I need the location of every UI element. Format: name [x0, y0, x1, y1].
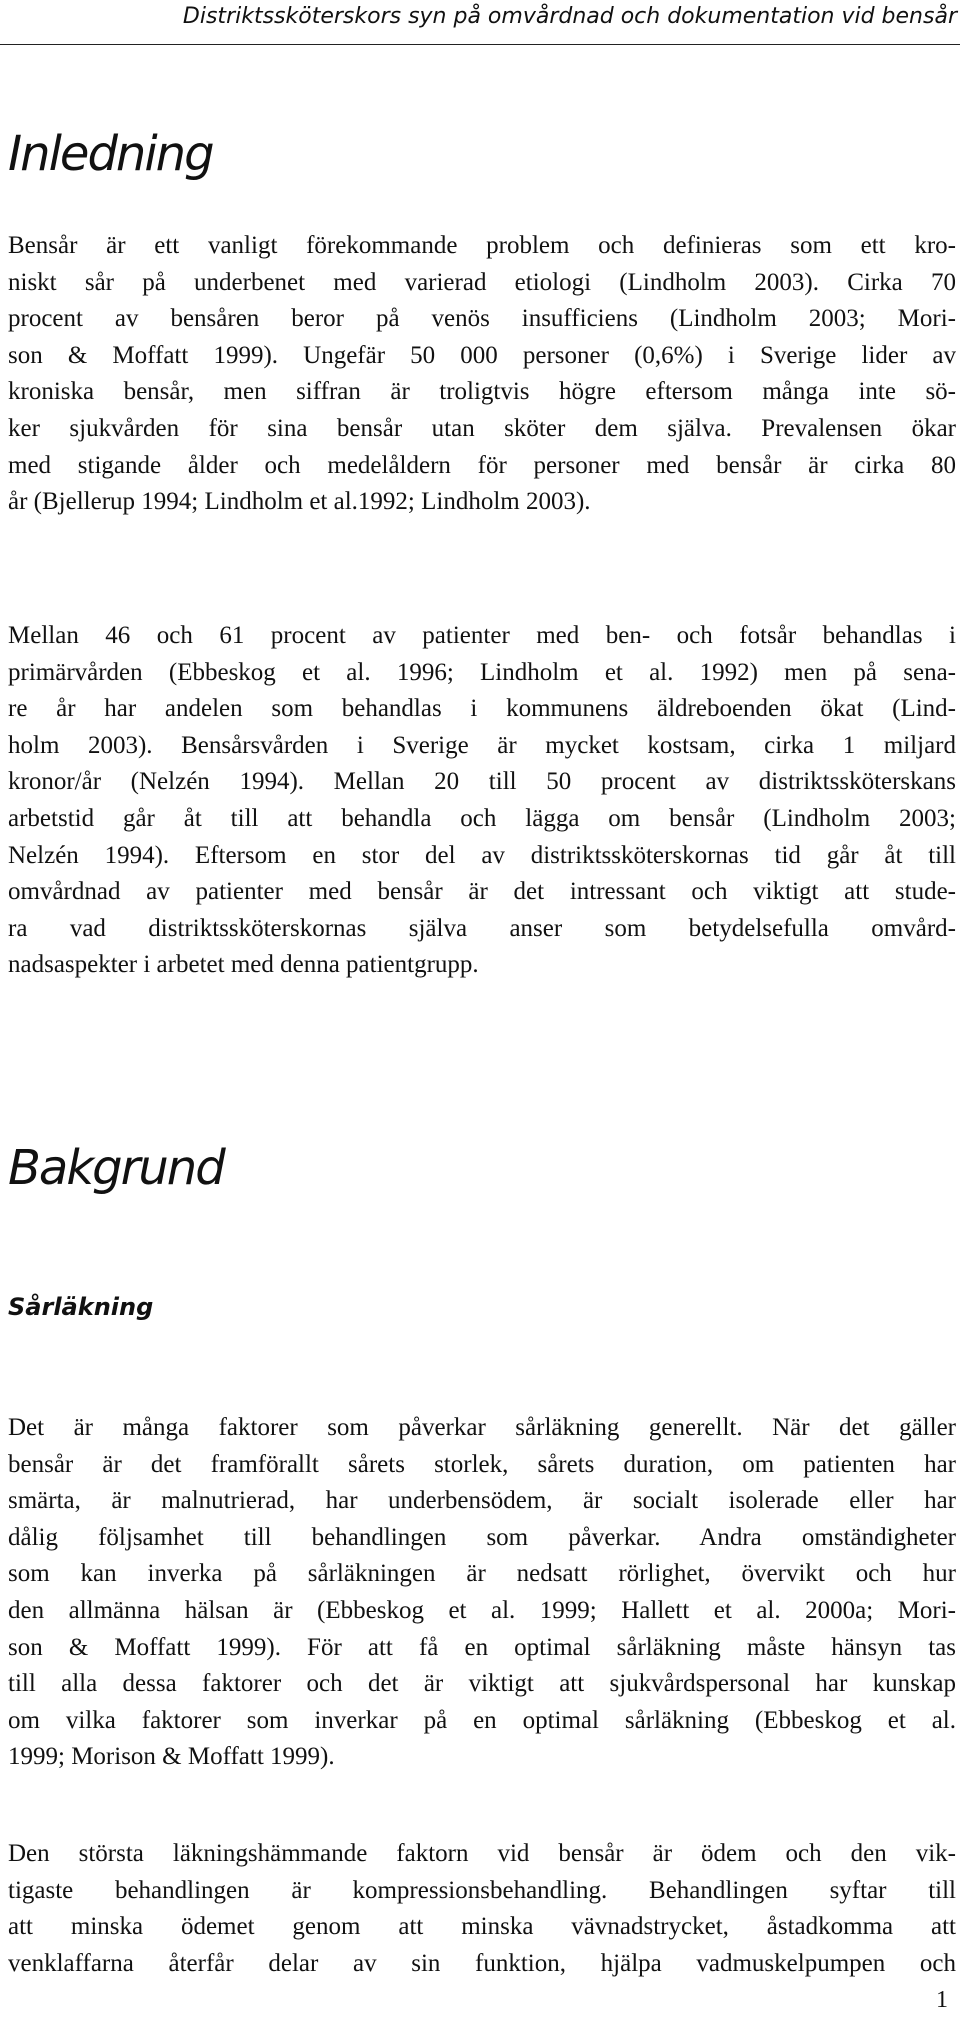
- text-line: att minska ödemet genom att minska vävnadstrycket, åstadkomma att: [8, 1913, 956, 1941]
- heading-inledning: Inledning: [8, 126, 213, 182]
- text-line: smärta, är malnutrierad, har underbensödem, är socialt isolerade eller har: [8, 1487, 956, 1515]
- text-line: venklaffarna återfår delar av sin funktion, hjälpa vadmuskelpumpen och: [8, 1949, 956, 1977]
- paragraph-sarlakning-2: [8, 1836, 956, 1982]
- text-line: Den största läkningshämmande faktorn vid bensår är ödem och den vik-: [8, 1840, 956, 1867]
- paragraph-inledning-2: [8, 618, 956, 984]
- text-line: kronor/år (Nelzén 1994). Mellan 20 till 50 procent av distriktssköterskans: [8, 768, 956, 796]
- text-line: nadsaspekter i arbetet med denna patientgrupp.: [8, 951, 479, 979]
- text-line: re år har andelen som behandlas i kommunens äldreboenden ökat (Lind-: [8, 695, 956, 723]
- text-line: år (Bjellerup 1994; Lindholm et al.1992; Lindholm 2003).: [8, 488, 591, 516]
- text-line: Det är många faktorer som påverkar sårläkning generellt. När det gäller: [8, 1414, 956, 1441]
- text-line: den allmänna hälsan är (Ebbeskog et al. 1999; Hallett et al. 2000a; Mori-: [8, 1596, 956, 1624]
- text-line: omvårdnad av patienter med bensår är det intressant och viktigt att stude-: [8, 878, 956, 906]
- text-line: tigaste behandlingen är kompressionsbehandling. Behandlingen syftar till: [8, 1876, 956, 1904]
- text-line: ker sjukvården för sina bensår utan sköter dem själva. Prevalensen ökar: [8, 414, 956, 442]
- heading-sarlakning: Sårläkning: [8, 1293, 154, 1321]
- text-line: som kan inverka på sårläkningen är nedsatt rörlighet, övervikt och hur: [8, 1560, 956, 1588]
- running-header: [0, 0, 960, 45]
- text-line: ra vad distriktssköterskornas själva anser som betydelsefulla omvård-: [8, 914, 956, 942]
- text-line: Bensår är ett vanligt förekommande problem och definieras som ett kro-: [8, 232, 956, 259]
- text-line: till alla dessa faktorer och det är viktigt att sjukvårdspersonal har kunskap: [8, 1670, 956, 1698]
- text-line: om vilka faktorer som inverkar på en optimal sårläkning (Ebbeskog et al.: [8, 1706, 956, 1734]
- text-line: holm 2003). Bensårsvården i Sverige är mycket kostsam, cirka 1 miljard: [8, 731, 956, 759]
- text-line: son & Moffatt 1999). Ungefär 50 000 personer (0,6%) i Sverige lider av: [8, 341, 956, 369]
- text-line: arbetstid går åt till att behandla och lägga om bensår (Lindholm 2003;: [8, 804, 956, 832]
- text-line: med stigande ålder och medelåldern för personer med bensår är cirka 80: [8, 451, 956, 479]
- text-line: primärvården (Ebbeskog et al. 1996; Lindholm et al. 1992) men på sena-: [8, 658, 956, 686]
- text-line: procent av bensåren beror på venös insufficiens (Lindholm 2003; Mori-: [8, 305, 956, 333]
- heading-bakgrund: Bakgrund: [8, 1140, 224, 1196]
- running-header-title: Distriktssköterskors syn på omvårdnad och dokumentation vid bensår: [182, 4, 957, 29]
- text-line: dålig följsamhet till behandlingen som påverkar. Andra omständigheter: [8, 1523, 956, 1551]
- text-line: niskt sår på underbenet med varierad etiologi (Lindholm 2003). Cirka 70: [8, 268, 956, 296]
- text-line: Mellan 46 och 61 procent av patienter med ben- och fotsår behandlas i: [8, 622, 956, 649]
- text-line: 1999; Morison & Moffatt 1999).: [8, 1743, 335, 1771]
- paragraph-inledning-1: [8, 228, 956, 521]
- text-line: kroniska bensår, men siffran är troligtvis högre eftersom många inte sö-: [8, 378, 956, 406]
- paragraph-sarlakning-1: [8, 1410, 956, 1776]
- text-line: son & Moffatt 1999). För att få en optimal sårläkning måste hänsyn tas: [8, 1633, 956, 1661]
- page-number: 1: [936, 1987, 948, 2013]
- text-line: Nelzén 1994). Eftersom en stor del av distriktssköterskornas tid går åt till: [8, 841, 956, 869]
- text-line: bensår är det framförallt sårets storlek, sårets duration, om patienten har: [8, 1450, 956, 1478]
